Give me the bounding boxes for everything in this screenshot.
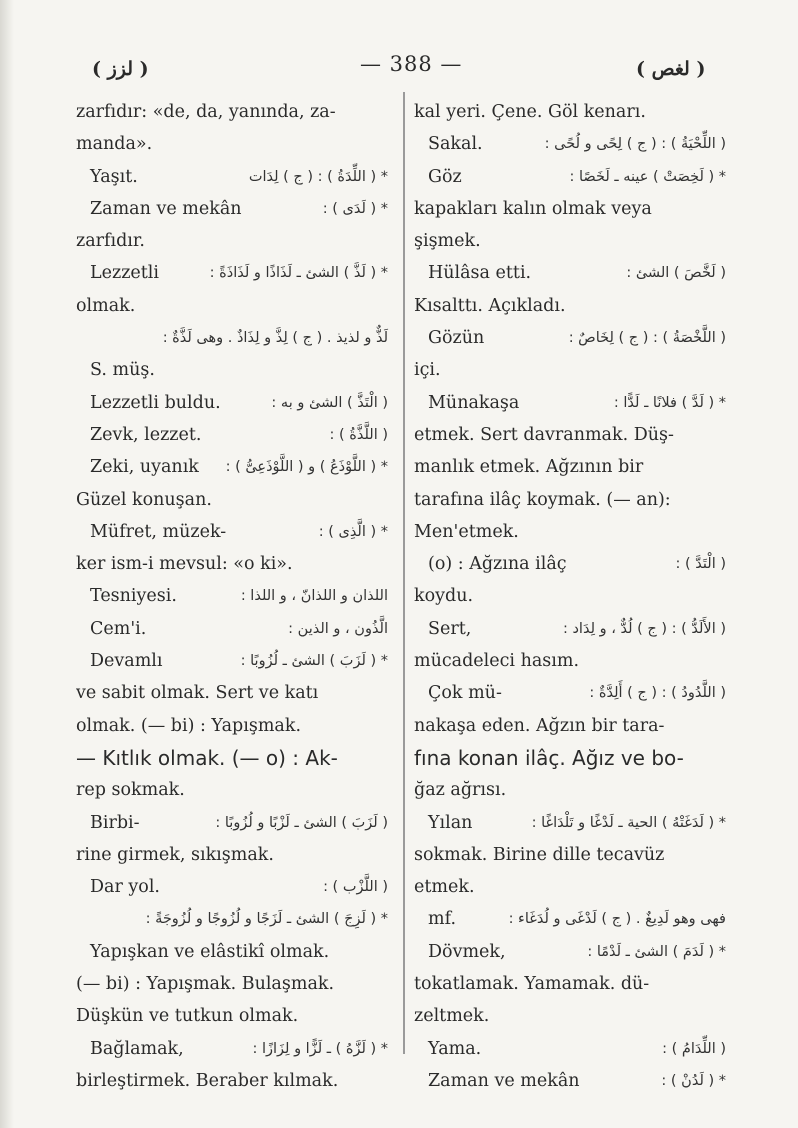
- entry-text: Hülâsa etti.: [428, 263, 532, 284]
- entry-line: [414, 580, 730, 612]
- entry-line: [414, 613, 730, 645]
- entry-line: [76, 903, 392, 935]
- entry-text: Zaman ve mekân: [428, 1070, 580, 1091]
- page-header: [0, 44, 798, 84]
- entry-arabic-headword: * ( لَدَمَ ) الشئ ـ لَدْمًا :: [587, 943, 726, 960]
- entry-text: Cem'i.: [90, 618, 147, 639]
- entry-text: Zevk, lezzet.: [90, 424, 202, 445]
- entry-line: [76, 161, 392, 193]
- entry-line: [76, 580, 392, 612]
- entry-text: Lezzetli: [90, 263, 160, 284]
- entry-arabic-headword: * ( الَّذِى ) :: [318, 523, 388, 540]
- header-right-keyword: ( لغص ): [636, 58, 706, 80]
- entry-text: Yılan: [428, 812, 473, 833]
- entry-line: [414, 839, 730, 871]
- entry-line: [414, 516, 730, 548]
- entry-line: [414, 257, 730, 289]
- entry-text: şişmek.: [414, 231, 481, 252]
- entry-line: [76, 322, 392, 354]
- left-column: [76, 96, 392, 1097]
- entry-line: [414, 161, 730, 193]
- entry-line: [76, 419, 392, 451]
- entry-arabic-headword: ( لَزَبَ ) الشئ ـ لَزْبًا و لُزُوبًا :: [215, 814, 388, 831]
- entry-text: olmak.: [76, 295, 136, 316]
- entry-text: nakaşa eden. Ağzın bir tara-: [414, 715, 665, 736]
- entry-text: Sert,: [428, 618, 472, 639]
- entry-text: Dar yol.: [90, 877, 160, 898]
- entry-line: [414, 290, 730, 322]
- entry-line: [76, 451, 392, 483]
- entry-arabic-headword: * ( لَخِصَتْ ) عينه ـ لَخَصًا :: [569, 168, 726, 185]
- entry-text: mücadeleci hasım.: [414, 651, 580, 672]
- entry-line: [76, 968, 392, 1000]
- page-number: — 388 —: [360, 52, 463, 76]
- entry-arabic-headword: * ( لَدَّ ) فلانًا ـ لَدًّا :: [613, 394, 726, 411]
- entry-line: [414, 1000, 730, 1032]
- entry-line: [76, 839, 392, 871]
- entry-text: tokatlamak. Yamamak. dü-: [414, 974, 650, 995]
- entry-text: sokmak. Birine dille tecavüz: [414, 844, 665, 865]
- entry-line: [76, 1033, 392, 1065]
- entry-line: [76, 742, 392, 774]
- entry-text: (o) : Ağzına ilâç: [428, 554, 567, 575]
- entry-arabic-headword: ( اللِّدَامُ ) :: [662, 1040, 726, 1057]
- entry-line: [76, 613, 392, 645]
- entry-text: Kısalttı. Açıkladı.: [414, 295, 566, 316]
- entry-line: [414, 354, 730, 386]
- entry-text: Dövmek,: [428, 941, 506, 962]
- entry-line: [414, 774, 730, 806]
- entry-text: rine girmek, sıkışmak.: [76, 844, 274, 865]
- entry-line: [414, 1065, 730, 1097]
- entry-line: [76, 936, 392, 968]
- entry-line: [414, 387, 730, 419]
- entry-text: zarfıdır: «de, da, yanında, za-: [76, 102, 336, 122]
- entry-arabic-headword: ( اللَّذَّةُ ) :: [329, 426, 388, 443]
- entry-text: mf.: [428, 909, 457, 930]
- entry-line: [76, 645, 392, 677]
- entry-text: Münakaşa: [428, 392, 520, 413]
- entry-arabic-headword: * ( لَدَى ) :: [322, 200, 388, 217]
- entry-text: Müfret, müzek-: [90, 521, 227, 542]
- entry-text: — Kıtlık olmak. (— o) : Ak-: [76, 745, 338, 770]
- entry-arabic-headword: * ( لَدَغَتْهُ ) الحية ـ لَدْغًا و تَلْدَاغًا :: [531, 814, 726, 831]
- entry-text: Zaman ve mekân: [90, 198, 242, 219]
- entry-arabic-headword: ( اللَّدُودُ ) : ( ج ) أَلِدَّةٌ :: [589, 685, 726, 702]
- entry-arabic-headword: * ( لَزِجَ ) الشئ ـ لَزَجًا و لُزُوجًا و لُزُوجَةً :: [145, 911, 388, 928]
- entry-text: rep sokmak.: [76, 780, 185, 801]
- entry-line: [414, 742, 730, 774]
- entry-text: Yapışkan ve elâstikî olmak.: [90, 941, 330, 962]
- entry-line: [414, 193, 730, 225]
- right-column: [414, 96, 730, 1097]
- entry-arabic-headword: ( الْتَذَّ ) الشئ و به :: [271, 394, 388, 411]
- entry-line: [76, 677, 392, 709]
- entry-text: Göz: [428, 166, 462, 187]
- entry-text: ker ism-i mevsul: «o ki».: [76, 554, 293, 575]
- entry-line: [414, 322, 730, 354]
- entry-text: Men'etmek.: [414, 521, 519, 542]
- entry-text: Lezzetli buldu.: [90, 392, 221, 413]
- header-left-keyword: ( لزز ): [92, 58, 149, 80]
- entry-text: Tesniyesi.: [90, 586, 177, 607]
- entry-arabic-headword: * ( لَزَبَ ) الشئ ـ لُزُوبًا :: [240, 653, 388, 670]
- entry-arabic-headword: ( لَخَّصَ ) الشئ :: [626, 265, 726, 282]
- entry-text: fına konan ilâç. Ağız ve bo-: [414, 745, 684, 770]
- entry-arabic-headword: ( اللِّحْيَةُ ) : ( ج ) لِحًى و لُحًى :: [544, 136, 726, 153]
- entry-text: etmek. Sert davranmak. Düş-: [414, 424, 674, 445]
- entry-text: içi.: [414, 360, 441, 381]
- entry-arabic-headword: ( الْتَدَّ ) :: [675, 556, 726, 573]
- entry-arabic-headword: اللذان و اللذانّ ، و اللذا :: [240, 588, 388, 605]
- entry-arabic-headword: ( الأَلَدُّ ) : ( ج ) لُدٌّ ، و لِدَاد :: [562, 620, 726, 637]
- entry-arabic-headword: فهى وهو لَدِيغٌ . ( ج ) لَدْغَى و لُدَغَاء :: [508, 911, 726, 928]
- entry-line: [414, 96, 730, 128]
- entry-line: [76, 387, 392, 419]
- entry-text: Güzel konuşan.: [76, 489, 212, 510]
- entry-line: [76, 871, 392, 903]
- entry-text: birleştirmek. Beraber kılmak.: [76, 1070, 339, 1091]
- entry-line: [76, 807, 392, 839]
- entry-text: zeltmek.: [414, 1006, 490, 1027]
- entry-text: koydu.: [414, 586, 474, 607]
- entry-text: Gözün: [428, 328, 485, 349]
- entry-line: [414, 903, 730, 935]
- entry-text: Çok mü-: [428, 683, 502, 704]
- entry-line: [414, 1033, 730, 1065]
- entry-arabic-headword: ( اللَّزْب ) :: [323, 879, 388, 896]
- entry-line: [76, 257, 392, 289]
- entry-arabic-headword: الَّذُون ، و الذين :: [288, 620, 388, 637]
- entry-line: [76, 548, 392, 580]
- entry-line: [76, 516, 392, 548]
- entry-line: [414, 451, 730, 483]
- entry-line: [76, 128, 392, 160]
- entry-line: [76, 774, 392, 806]
- entry-arabic-headword: لَذٌّ و لذيذ . ( ج ) لِذَّ و لِذَاذٌ . وهى لَذَّةٌ :: [162, 330, 388, 347]
- entry-text: kapakları kalın olmak veya: [414, 198, 652, 219]
- entry-text: Zeki, uyanık: [90, 457, 199, 478]
- entry-arabic-headword: * ( لَذَّ ) الشئ ـ لَذَاذًا و لَذَاذَةً :: [209, 265, 388, 282]
- entry-text: tarafına ilâç koymak. (— an):: [414, 489, 671, 510]
- entry-line: [414, 871, 730, 903]
- entry-line: [76, 290, 392, 322]
- entry-line: [76, 193, 392, 225]
- entry-text: zarfıdır.: [76, 231, 145, 252]
- entry-line: [414, 968, 730, 1000]
- entry-text: ğaz ağrısı.: [414, 780, 507, 801]
- entry-line: [414, 936, 730, 968]
- entry-arabic-headword: ( اللَّخْصَةُ ) : ( ج ) لِخَاصٌ :: [568, 330, 726, 347]
- entry-text: manlık etmek. Ağzının bir: [414, 457, 644, 478]
- entry-text: Sakal.: [428, 134, 483, 155]
- entry-text: olmak. (— bi) : Yapışmak.: [76, 715, 302, 736]
- entry-line: [414, 677, 730, 709]
- entry-text: kal yeri. Çene. Göl kenarı.: [414, 102, 646, 122]
- entry-text: Devamlı: [90, 651, 163, 672]
- entry-arabic-headword: * ( لَدُنْ ) :: [661, 1072, 726, 1089]
- entry-text: Düşkün ve tutkun olmak.: [76, 1006, 299, 1027]
- entry-line: [414, 710, 730, 742]
- entry-text: Yama.: [428, 1038, 482, 1059]
- entry-arabic-headword: * ( اللِّدَةُ ) : ( ج ) لِدَات: [248, 168, 388, 185]
- entry-text: ve sabit olmak. Sert ve katı: [76, 683, 319, 704]
- entry-text: manda».: [76, 134, 153, 155]
- column-divider: [403, 92, 405, 1054]
- entry-text: S. müş.: [90, 360, 155, 381]
- entry-line: [414, 419, 730, 451]
- entry-line: [76, 96, 392, 128]
- entry-text: Birbi-: [90, 812, 140, 833]
- entry-line: [76, 710, 392, 742]
- entry-line: [76, 354, 392, 386]
- entry-line: [76, 225, 392, 257]
- entry-line: [76, 1065, 392, 1097]
- entry-line: [414, 484, 730, 516]
- entry-line: [414, 807, 730, 839]
- entry-text: Yaşıt.: [90, 166, 138, 187]
- entry-arabic-headword: * ( اللَّوْذَعُ ) و ( اللَّوْذَعِىُّ ) :: [225, 459, 388, 476]
- entry-text: etmek.: [414, 877, 475, 898]
- entry-line: [76, 1000, 392, 1032]
- entry-text: Bağlamak,: [90, 1038, 184, 1059]
- entry-line: [76, 484, 392, 516]
- entry-line: [414, 128, 730, 160]
- page-spine-shadow: [0, 0, 14, 1128]
- entry-line: [414, 225, 730, 257]
- entry-line: [414, 645, 730, 677]
- entry-line: [414, 548, 730, 580]
- entry-arabic-headword: * ( لَزَّهُ ) ـ لَزًّا و لِزَازًا :: [252, 1040, 388, 1057]
- entry-text: (— bi) : Yapışmak. Bulaşmak.: [76, 974, 335, 995]
